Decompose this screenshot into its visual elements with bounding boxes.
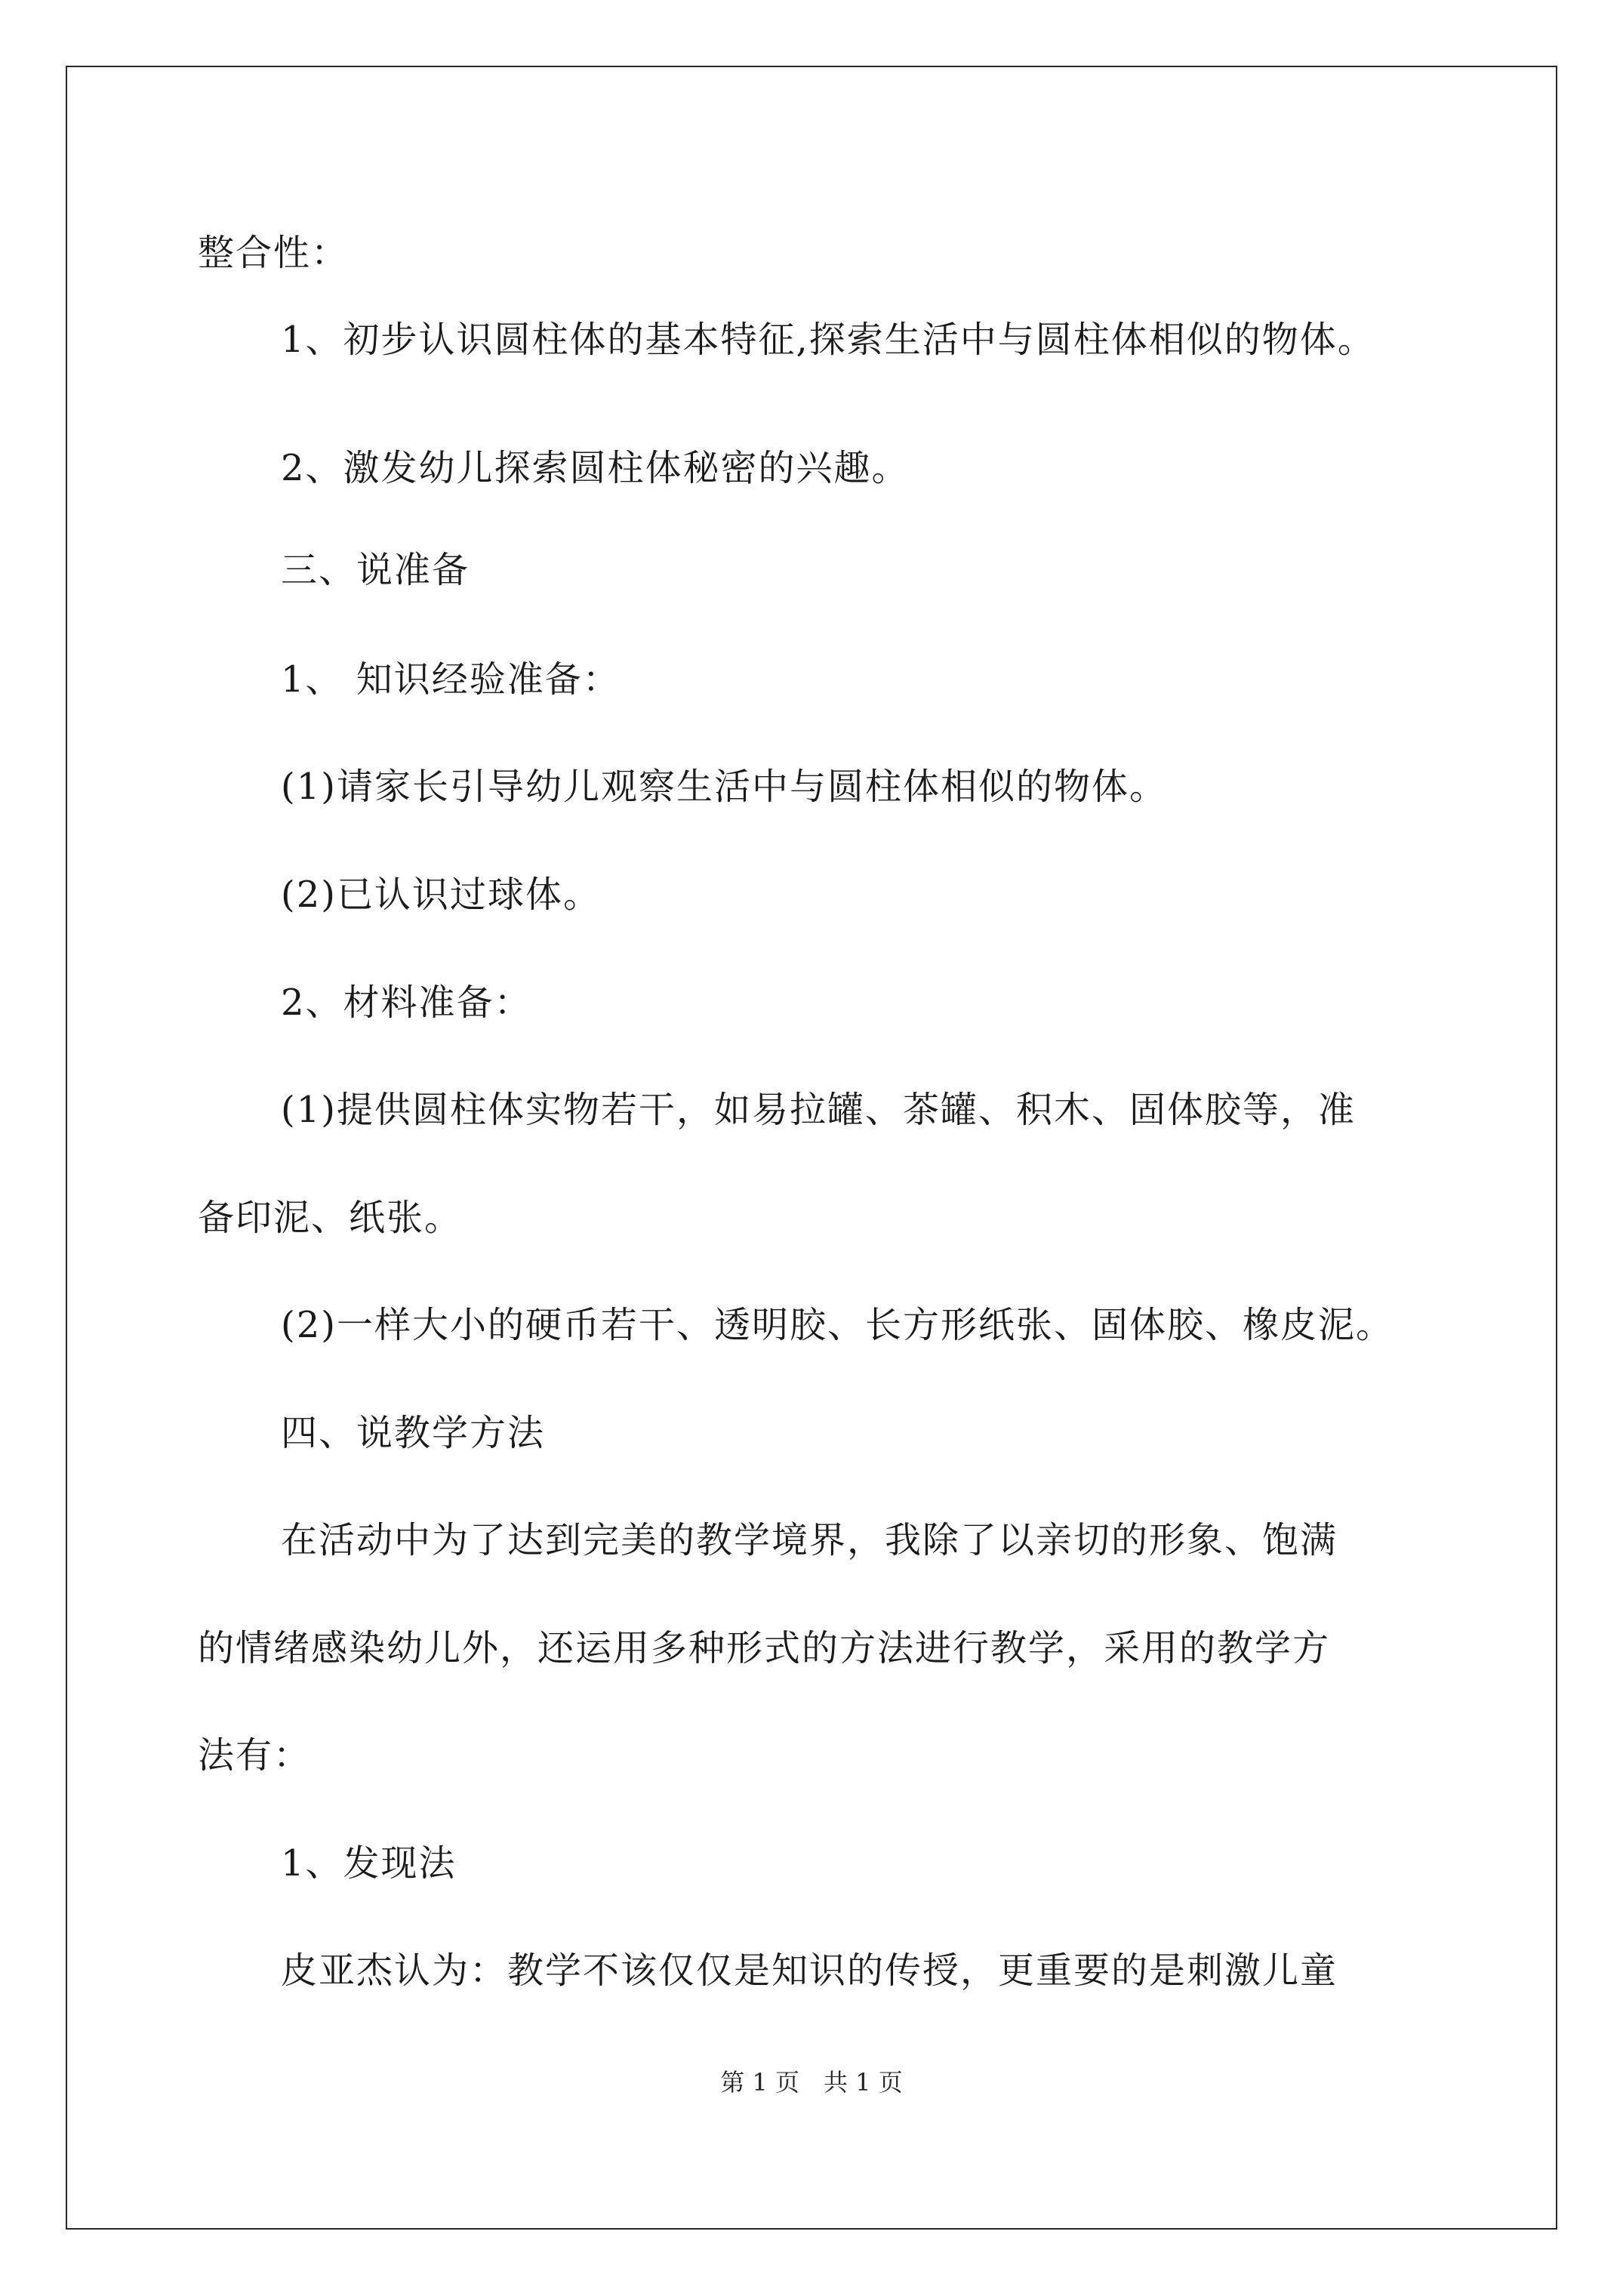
section-heading: 三、说准备 bbox=[281, 549, 470, 591]
text-line: 1、 知识经验准备： bbox=[281, 658, 621, 701]
text-line: 1、初步认识圆柱体的基本特征,探索生活中与圆柱体相似的物体。 bbox=[281, 319, 1375, 361]
text-line: 皮亚杰认为：教学不该仅仅是知识的传授，更重要的是刺激儿童 bbox=[281, 1949, 1338, 1992]
text-line: (1)提供圆柱体实物若干，如易拉罐、茶罐、积木、固体胶等，准 bbox=[281, 1089, 1356, 1131]
text-line: 在活动中为了达到完美的教学境界，我除了以亲切的形象、饱满 bbox=[281, 1519, 1338, 1561]
text-line: 备印泥、纸张。 bbox=[198, 1197, 463, 1239]
text-line: 的情绪感染幼儿外，还运用多种形式的方法进行教学，采用的教学方 bbox=[198, 1627, 1331, 1669]
page-number-footer: 第 1 页 共 1 页 bbox=[720, 2068, 903, 2097]
text-line: (1)请家长引导幼儿观察生活中与圆柱体相似的物体。 bbox=[281, 766, 1167, 808]
text-line: (2)一样大小的硬币若干、透明胶、长方形纸张、固体胶、橡皮泥。 bbox=[281, 1304, 1394, 1346]
text-line: (2)已认识过球体。 bbox=[281, 874, 601, 916]
section-heading: 四、说教学方法 bbox=[281, 1412, 546, 1454]
text-line: 1、发现法 bbox=[281, 1842, 457, 1885]
text-line: 法有： bbox=[198, 1734, 312, 1777]
page-border bbox=[66, 66, 1557, 2230]
text-line: 2、激发幼儿探索圆柱体秘密的兴趣。 bbox=[281, 447, 910, 489]
text-line: 2、材料准备： bbox=[281, 982, 532, 1024]
text-line: 整合性： bbox=[198, 232, 350, 274]
